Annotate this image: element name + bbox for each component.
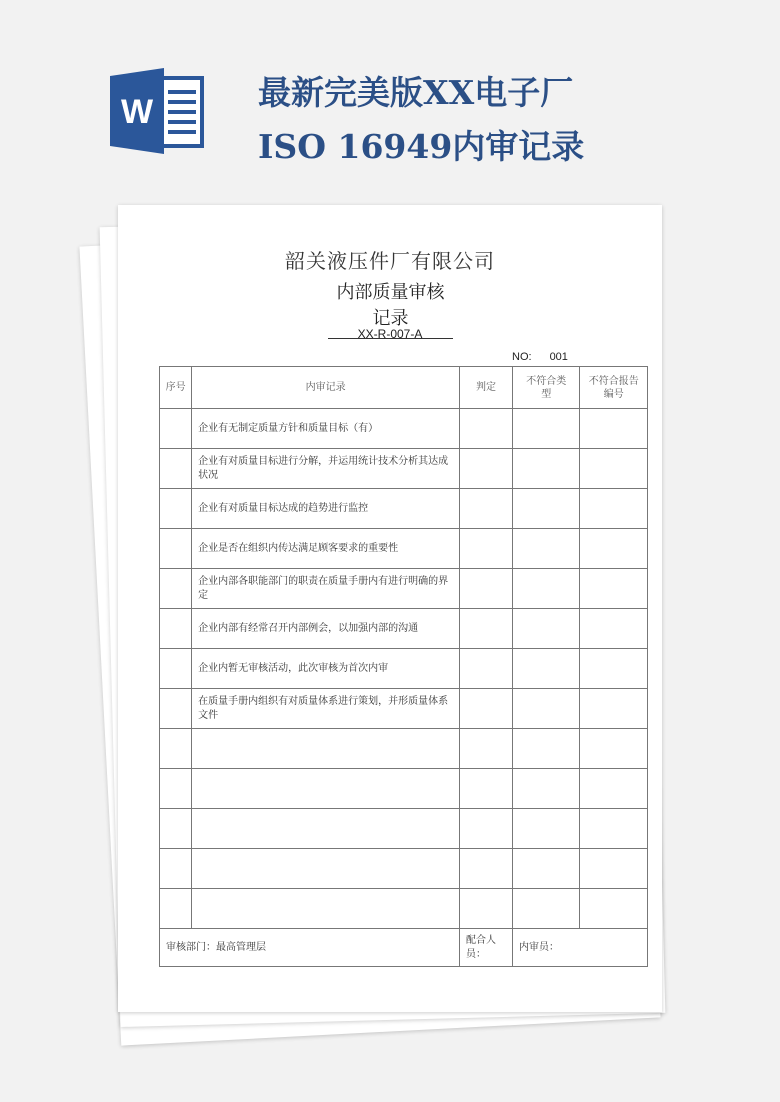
audit-record-cell: 企业是否在组织内传达满足顾客要求的重要性 <box>192 529 460 569</box>
table-cell <box>160 569 192 609</box>
word-document-icon <box>110 68 208 154</box>
audit-record-cell <box>192 849 460 889</box>
footer-cell: 审核部门：最高管理层 <box>160 929 460 967</box>
audit-record-cell: 在质量手册内组织有对质量体系进行策划，并形质量体系文件 <box>192 689 460 729</box>
table-row <box>160 529 648 569</box>
audit-record-cell <box>192 889 460 929</box>
table-cell <box>460 649 513 689</box>
no-value: 001 <box>549 351 568 363</box>
table-row <box>160 609 648 649</box>
svg-text:W: W <box>120 93 154 131</box>
column-header: 内审记录 <box>192 367 460 409</box>
table-cell <box>160 409 192 449</box>
audit-record-cell: 企业有无制定质量方针和质量目标（有） <box>192 409 460 449</box>
table-cell <box>580 729 648 769</box>
table-cell <box>513 769 580 809</box>
table-cell <box>513 729 580 769</box>
document-code: XX-R-007-A <box>357 327 423 341</box>
audit-record-cell: 企业有对质量目标进行分解，并运用统计技术分析其达成状况 <box>192 449 460 489</box>
table-cell <box>513 889 580 929</box>
table-cell <box>160 529 192 569</box>
table-cell <box>580 409 648 449</box>
audit-record-cell: 企业内暂无审核活动，此次审核为首次内审 <box>192 649 460 689</box>
audit-record-cell: 企业内部各职能部门的职责在质量手册内有进行明确的界定 <box>192 569 460 609</box>
table-cell <box>460 529 513 569</box>
table-row <box>160 409 648 449</box>
table-cell <box>580 569 648 609</box>
column-header: 序号 <box>160 367 192 409</box>
table-cell <box>160 489 192 529</box>
company-name: 韶关液压件厂有限公司 <box>285 249 495 273</box>
table-row <box>160 449 648 489</box>
table-cell <box>513 569 580 609</box>
table-row <box>160 889 648 929</box>
table-cell <box>460 569 513 609</box>
table-cell <box>160 609 192 649</box>
table-cell <box>513 449 580 489</box>
table-cell <box>580 649 648 689</box>
footer-cell: 内审员： <box>513 929 648 967</box>
table-cell <box>160 769 192 809</box>
table-row <box>160 689 648 729</box>
table-cell <box>460 729 513 769</box>
audit-record-cell: 企业有对质量目标达成的趋势进行监控 <box>192 489 460 529</box>
table-cell <box>513 649 580 689</box>
column-header: 不符合类 型 <box>513 367 580 409</box>
table-row <box>160 649 648 689</box>
footer-row <box>160 929 648 967</box>
table-cell <box>513 409 580 449</box>
table-cell <box>513 809 580 849</box>
table-row <box>160 769 648 809</box>
footer-cell: 配合人员： <box>460 929 513 967</box>
page-title: 最新完美版XX电子厂ISO 16949内审记录 <box>258 73 585 166</box>
audit-record-cell: 企业内部有经常召开内部例会，以加强内部的沟通 <box>192 609 460 649</box>
table-cell <box>460 689 513 729</box>
table-cell <box>460 849 513 889</box>
table-cell <box>460 449 513 489</box>
column-header: 不符合报告编号 <box>580 367 648 409</box>
table-cell <box>580 889 648 929</box>
table-cell <box>160 729 192 769</box>
table-cell <box>580 849 648 889</box>
table-cell <box>580 769 648 809</box>
table-cell <box>513 609 580 649</box>
table-cell <box>460 769 513 809</box>
table-cell <box>160 849 192 889</box>
audit-record-cell <box>192 769 460 809</box>
table-cell <box>160 889 192 929</box>
table-cell <box>513 529 580 569</box>
table-cell <box>160 449 192 489</box>
table-cell <box>580 809 648 849</box>
document-page <box>118 205 662 1012</box>
table-cell <box>580 529 648 569</box>
table-cell <box>580 449 648 489</box>
table-cell <box>160 649 192 689</box>
table-cell <box>160 689 192 729</box>
table-row <box>160 489 648 529</box>
audit-record-cell <box>192 809 460 849</box>
table-cell <box>513 689 580 729</box>
table-cell <box>460 809 513 849</box>
document-number <box>512 351 568 363</box>
table-cell <box>513 849 580 889</box>
audit-table <box>159 366 648 967</box>
table-row <box>160 849 648 889</box>
table-cell <box>580 489 648 529</box>
table-cell <box>160 809 192 849</box>
document-title: 内部质量审核记录 <box>328 278 453 339</box>
table-cell <box>580 689 648 729</box>
column-header: 判定 <box>460 367 513 409</box>
table-cell <box>460 889 513 929</box>
no-label: NO: <box>512 351 532 363</box>
table-cell <box>460 489 513 529</box>
table-row <box>160 729 648 769</box>
table-cell <box>460 409 513 449</box>
table-row <box>160 569 648 609</box>
table-cell <box>580 609 648 649</box>
table-row <box>160 809 648 849</box>
audit-record-cell <box>192 729 460 769</box>
table-cell <box>460 609 513 649</box>
table-cell <box>513 489 580 529</box>
